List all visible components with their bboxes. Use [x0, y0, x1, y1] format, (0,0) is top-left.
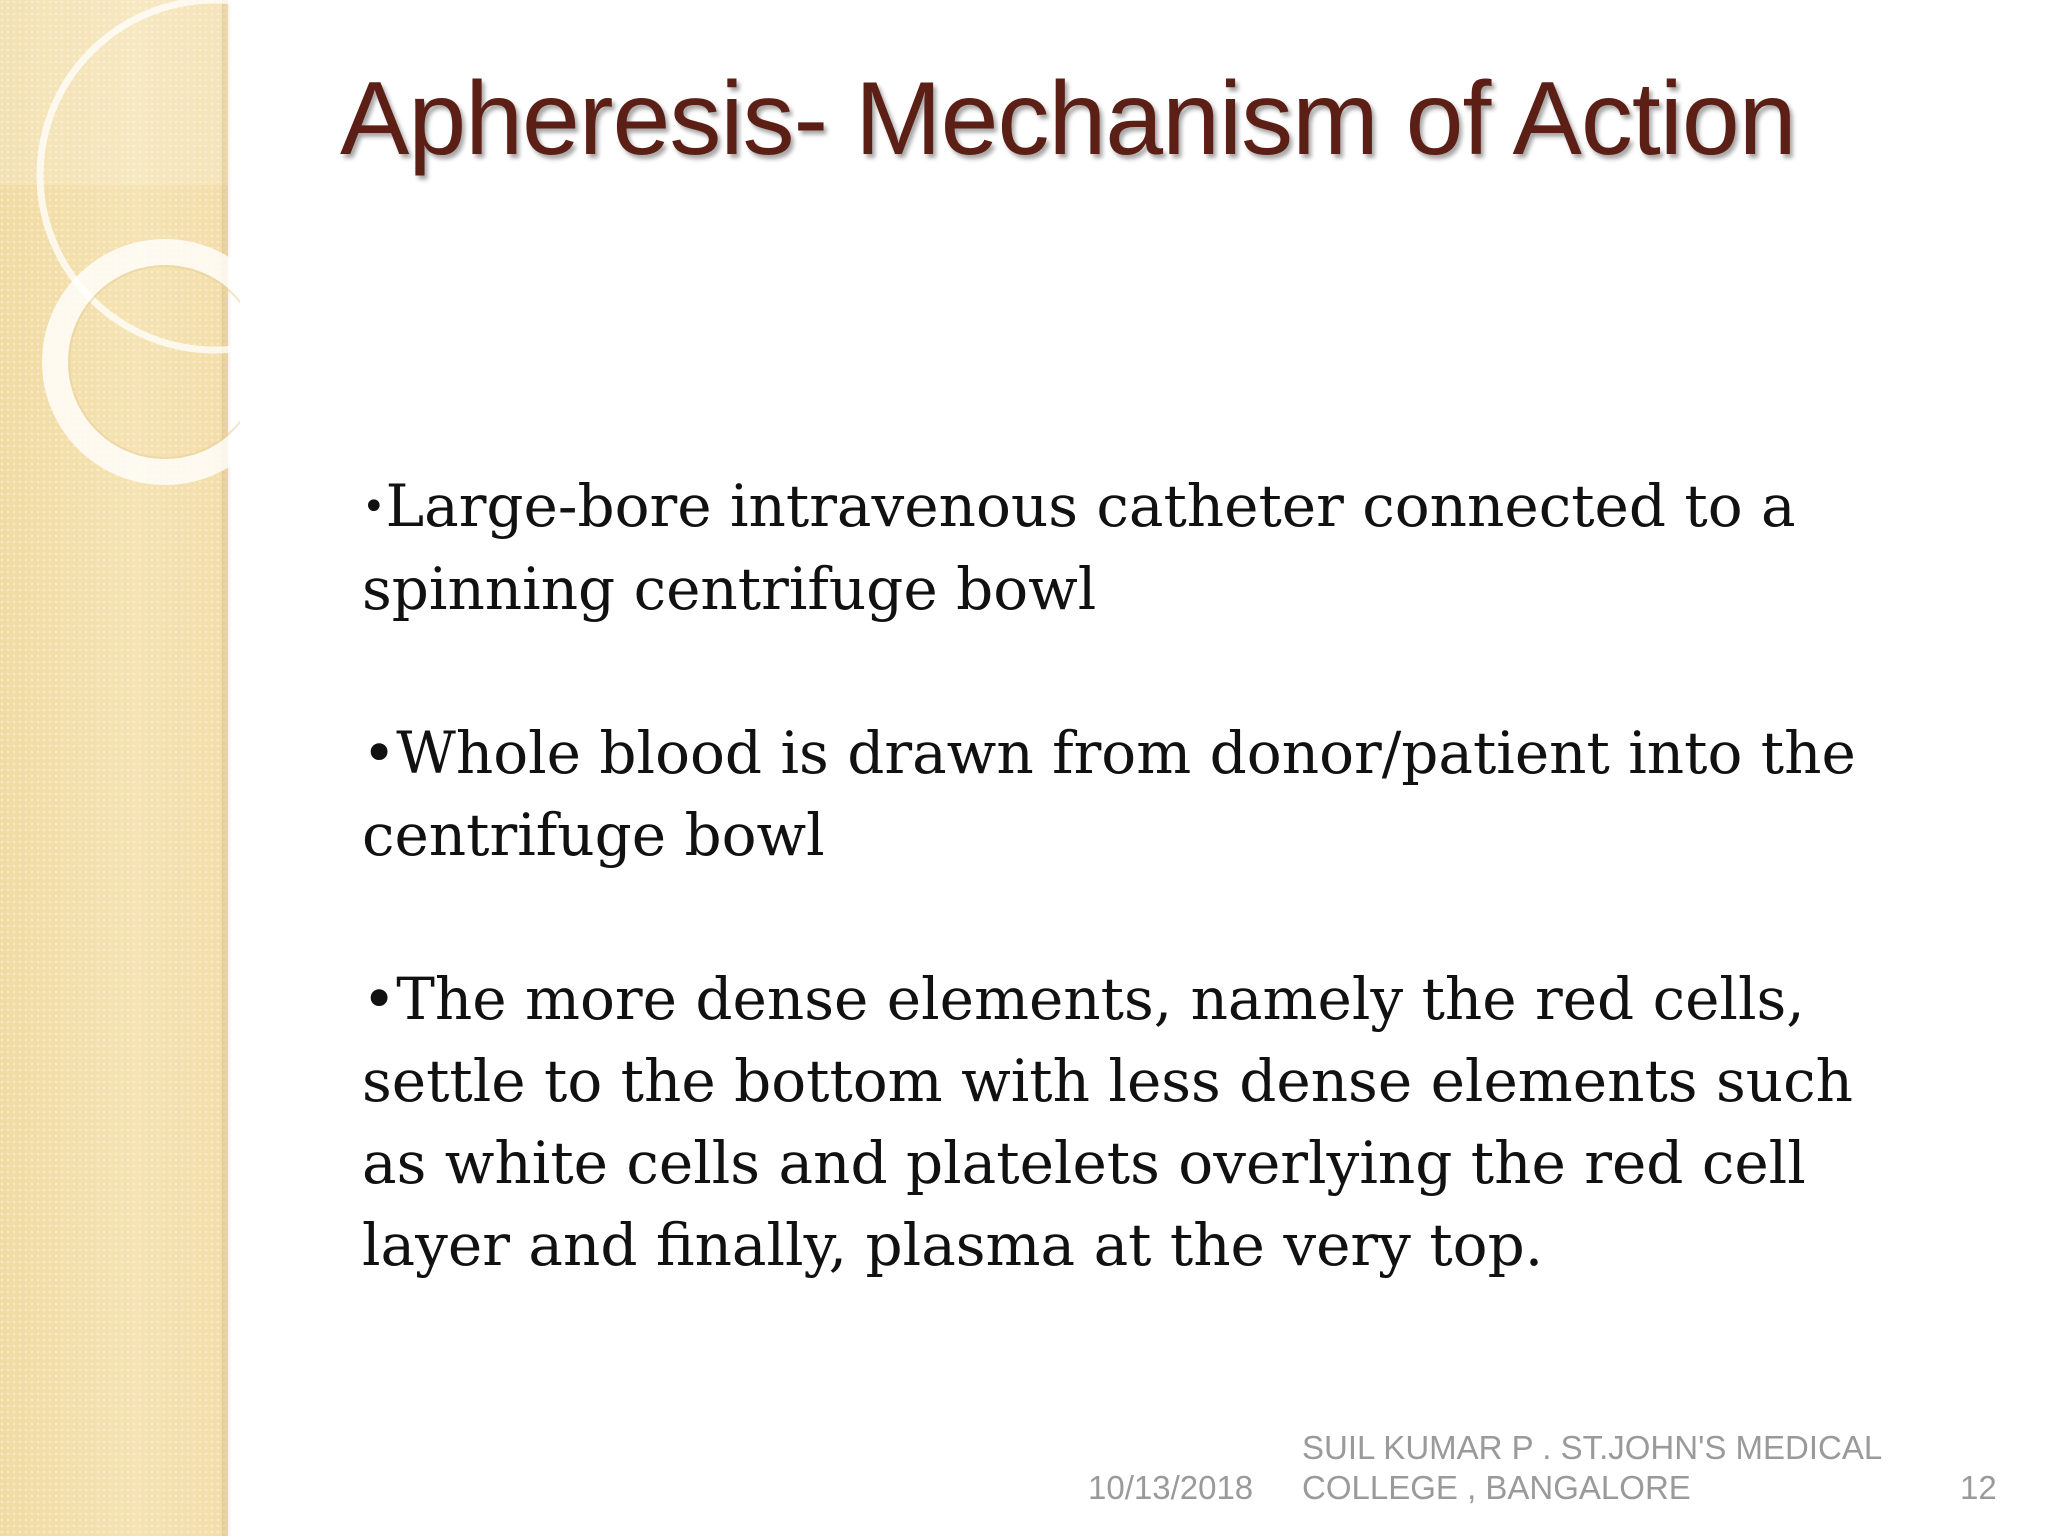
- decorative-rings: [0, 0, 240, 520]
- footer-author-line-1: SUIL KUMAR P . ST.JOHN'S MEDICAL: [1302, 1429, 1883, 1466]
- bullet-list: [362, 465, 1922, 1286]
- bullet-item: [362, 958, 1922, 1286]
- footer-author: [1302, 1428, 1942, 1508]
- bullet-text: Large-bore intravenous catheter connected to a spinning centrifuge bowl: [362, 472, 1796, 623]
- bullet-marker: •: [362, 965, 397, 1033]
- bullet-item: [362, 465, 1922, 630]
- bullet-text: The more dense elements, namely the red cells, settle to the bottom with less dense elements such as white cells and platelets overlying the red cell layer and finally, plasma at the very top.: [362, 965, 1853, 1279]
- bullet-marker: •: [362, 484, 386, 530]
- slide-title: Apheresis- Mechanism of Action: [340, 61, 1796, 177]
- bullet-item: [362, 712, 1922, 876]
- decorative-ring-small: [55, 252, 240, 472]
- bullet-text: Whole blood is drawn from donor/patient into the centrifuge bowl: [362, 719, 1856, 869]
- footer-author-line-2: COLLEGE , BANGALORE: [1302, 1469, 1691, 1506]
- bullet-marker: •: [362, 719, 397, 787]
- footer-date: 10/13/2018: [1088, 1469, 1254, 1506]
- footer-page-number: 12: [1960, 1469, 1997, 1506]
